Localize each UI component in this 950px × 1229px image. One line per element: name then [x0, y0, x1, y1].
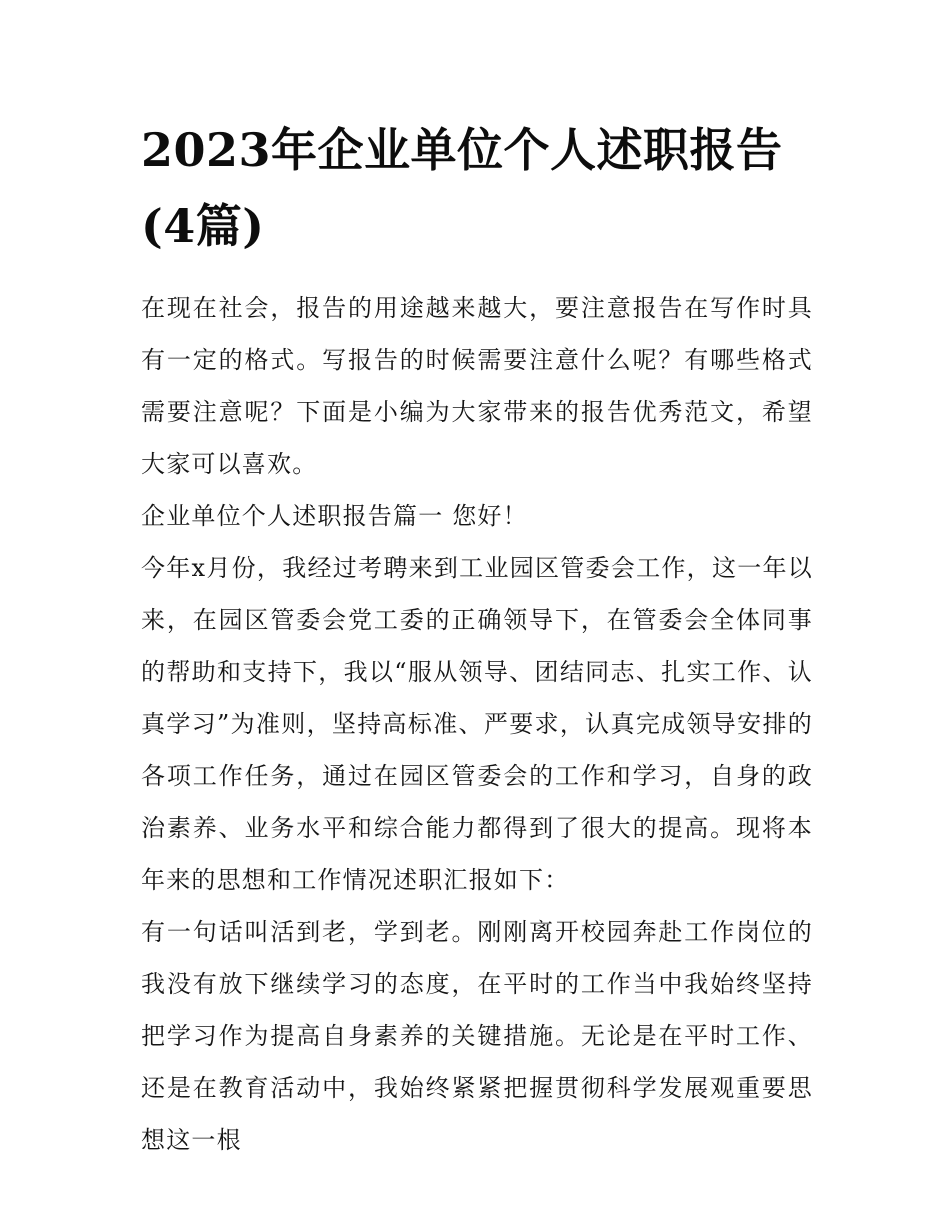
paragraph-learning: 有一句话叫活到老，学到老。刚刚离开校园奔赴工作岗位的我没有放下继续学习的态度，在平时的工作当中我始终坚持把学习作为提高自身素养的关键措施。无论是在平时工作、还是在教育活动中，我始终紧紧把握贯彻科学发展观重要思想这一根: [141, 918, 813, 1154]
document-body: [141, 282, 813, 1166]
document-title: 2023年企业单位个人述职报告(4篇): [141, 123, 783, 253]
paragraph-intro: 在现在社会，报告的用途越来越大，要注意报告在写作时具有一定的格式。写报告的时候需要注意什么呢？有哪些格式需要注意呢？下面是小编为大家带来的报告优秀范文，希望大家可以喜欢。: [141, 294, 813, 478]
paragraph-section-heading: 企业单位个人述职报告篇一 您好！: [141, 502, 528, 530]
document-content: [141, 112, 813, 1166]
paragraph-work-summary: 今年x月份，我经过考聘来到工业园区管委会工作，这一年以来，在园区管委会党工委的正确领导下，在管委会全体同事的帮助和支持下，我以“服从领导、团结同志、扎实工作、认真学习”为准则，坚持高标准、严要求，认真完成领导安排的各项工作任务，通过在园区管委会的工作和学习，自身的政治素养、业务水平和综合能力都得到了很大的提高。现将本年来的思想和工作情况述职汇报如下：: [141, 554, 813, 894]
